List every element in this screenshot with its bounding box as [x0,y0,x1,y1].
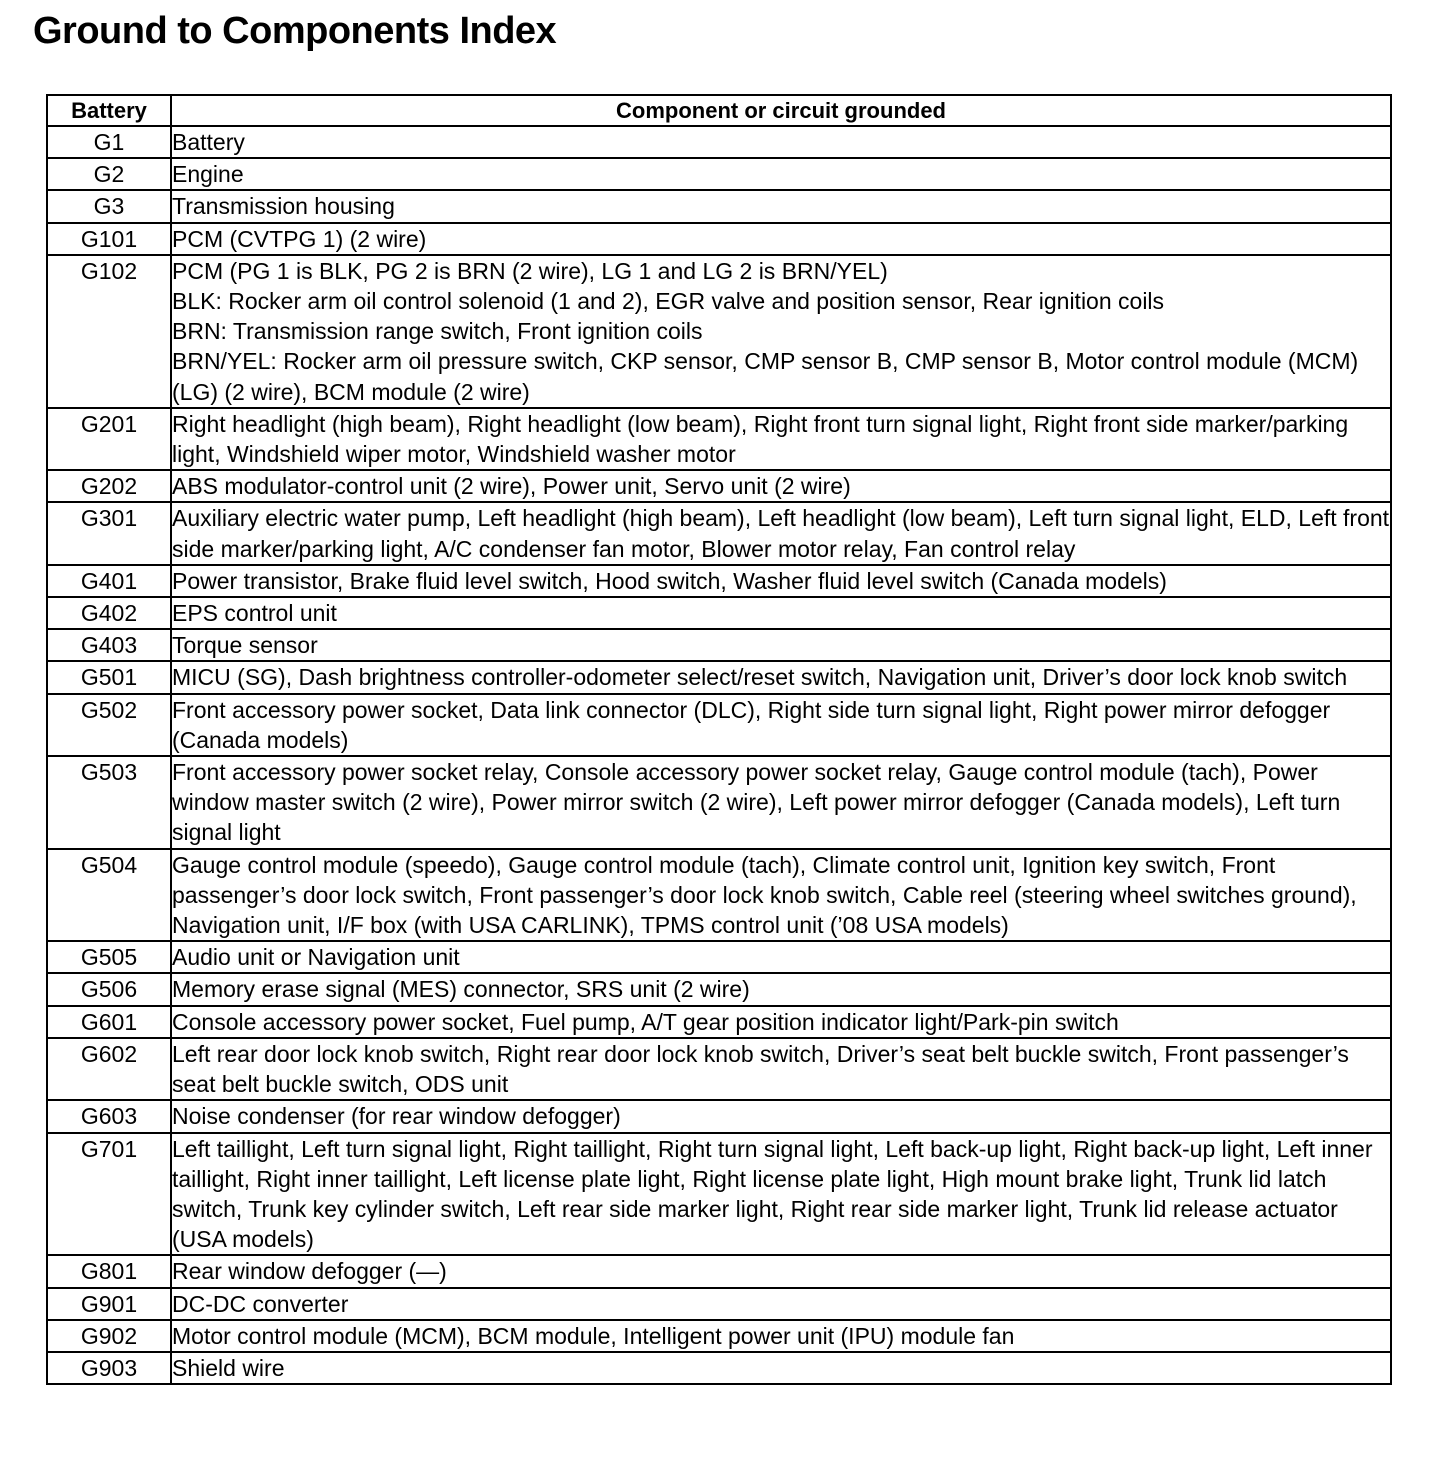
table-row [47,1038,1391,1100]
table-row [47,849,1391,942]
ground-id-cell: G503 [47,756,171,849]
components-cell: Noise condenser (for rear window defogger) [171,1100,1391,1132]
ground-id-cell: G701 [47,1133,171,1256]
ground-id-cell: G602 [47,1038,171,1100]
ground-id-cell: G202 [47,470,171,502]
table-row [47,941,1391,973]
ground-id-cell: G101 [47,223,171,255]
components-cell: EPS control unit [171,597,1391,629]
table-row [47,973,1391,1005]
ground-id-cell: G601 [47,1006,171,1038]
ground-id-cell: G506 [47,973,171,1005]
ground-id-cell: G505 [47,941,171,973]
table-row [47,470,1391,502]
components-cell: Motor control module (MCM), BCM module, Intelligent power unit (IPU) module fan [171,1320,1391,1352]
ground-id-cell: G902 [47,1320,171,1352]
components-cell: ABS modulator-control unit (2 wire), Power unit, Servo unit (2 wire) [171,470,1391,502]
table-row [47,502,1391,564]
components-cell: Battery [171,126,1391,158]
ground-id-cell: G403 [47,629,171,661]
table-row [47,408,1391,470]
components-cell: Engine [171,158,1391,190]
table-row [47,1100,1391,1132]
table-row [47,661,1391,693]
components-cell: DC-DC converter [171,1288,1391,1320]
table-row [47,629,1391,661]
components-cell: Left taillight, Left turn signal light, Right taillight, Right turn signal light, Left back-up light, Right back-up light, Left inner taillight, Right inner taillight, Left license plate light, Right license plate light, High mount brake light, Trunk lid latch switch, Trunk key cylinder switch, Left rear side marker light, Right rear side marker light, Trunk lid release actuator (USA models) [171,1133,1391,1256]
ground-id-cell: G603 [47,1100,171,1132]
table-row [47,223,1391,255]
components-cell: Right headlight (high beam), Right headlight (low beam), Right front turn signal light, Right front side marker/parking light, Windshield wiper motor, Windshield washer motor [171,408,1391,470]
ground-id-cell: G801 [47,1255,171,1287]
components-cell: Rear window defogger (—) [171,1255,1391,1287]
page-title: Ground to Components Index [33,10,557,52]
components-cell: Front accessory power socket relay, Console accessory power socket relay, Gauge control module (tach), Power window master switch (2 wire), Power mirror switch (2 wire), Left power mirror defogger (Canada models), Left turn signal light [171,756,1391,849]
ground-id-cell: G504 [47,849,171,942]
ground-id-cell: G901 [47,1288,171,1320]
ground-id-cell: G301 [47,502,171,564]
ground-id-cell: G903 [47,1352,171,1384]
table-row [47,190,1391,222]
column-header-ground: Battery [47,95,171,126]
table-row [47,756,1391,849]
ground-id-cell: G2 [47,158,171,190]
components-cell: Torque sensor [171,629,1391,661]
table-row [47,1255,1391,1287]
table-row [47,1320,1391,1352]
table-header-row [47,95,1391,126]
table-row [47,255,1391,408]
table-row [47,694,1391,756]
components-cell: Auxiliary electric water pump, Left headlight (high beam), Left headlight (low beam), Left turn signal light, ELD, Left front side marker/parking light, A/C condenser fan motor, Blower motor relay, Fan control relay [171,502,1391,564]
table-row [47,597,1391,629]
table-row [47,1352,1391,1384]
components-cell: PCM (CVTPG 1) (2 wire) [171,223,1391,255]
ground-id-cell: G201 [47,408,171,470]
table-row [47,1288,1391,1320]
components-cell: Memory erase signal (MES) connector, SRS unit (2 wire) [171,973,1391,1005]
ground-id-cell: G102 [47,255,171,408]
components-cell: Transmission housing [171,190,1391,222]
components-cell: PCM (PG 1 is BLK, PG 2 is BRN (2 wire), LG 1 and LG 2 is BRN/YEL) BLK: Rocker arm oil control solenoid (1 and 2), EGR valve and position sensor, Rear ignition coils BRN: Transmission range switch, Front ignition coils BRN/YEL: Rocker arm oil pressure switch, CKP sensor, CMP sensor B, CMP sensor B, Motor control module (MCM) (LG) (2 wire), BCM module (2 wire) [171,255,1391,408]
ground-id-cell: G501 [47,661,171,693]
components-cell: Console accessory power socket, Fuel pump, A/T gear position indicator light/Park-pin switch [171,1006,1391,1038]
table-row [47,126,1391,158]
table-row [47,1133,1391,1256]
components-cell: Left rear door lock knob switch, Right rear door lock knob switch, Driver’s seat belt buckle switch, Front passenger’s seat belt buckle switch, ODS unit [171,1038,1391,1100]
table-row [47,158,1391,190]
components-cell: Shield wire [171,1352,1391,1384]
ground-id-cell: G1 [47,126,171,158]
column-header-components: Component or circuit grounded [171,95,1391,126]
ground-index-table [46,94,1392,1385]
ground-id-cell: G401 [47,565,171,597]
components-cell: Gauge control module (speedo), Gauge control module (tach), Climate control unit, Ignition key switch, Front passenger’s door lock switch, Front passenger’s door lock knob switch, Cable reel (steering wheel switches ground), Navigation unit, I/F box (with USA CARLINK), TPMS control unit (’08 USA models) [171,849,1391,942]
ground-id-cell: G502 [47,694,171,756]
table-row [47,1006,1391,1038]
components-cell: MICU (SG), Dash brightness controller-odometer select/reset switch, Navigation unit, Driver’s door lock knob switch [171,661,1391,693]
ground-id-cell: G402 [47,597,171,629]
components-cell: Audio unit or Navigation unit [171,941,1391,973]
components-cell: Power transistor, Brake fluid level switch, Hood switch, Washer fluid level switch (Canada models) [171,565,1391,597]
components-cell: Front accessory power socket, Data link connector (DLC), Right side turn signal light, Right power mirror defogger (Canada models) [171,694,1391,756]
table-row [47,565,1391,597]
ground-id-cell: G3 [47,190,171,222]
